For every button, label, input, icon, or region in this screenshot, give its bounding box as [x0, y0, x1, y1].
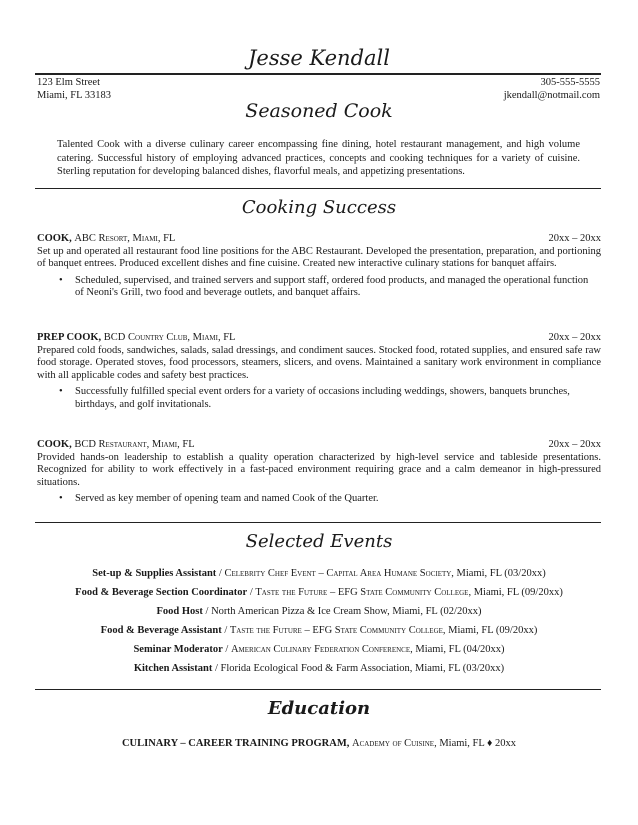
job-dates: 20xx – 20xx [548, 439, 601, 450]
event-item: Seminar Moderator / American Culinary Federation Conference, Miami, FL (04/20xx) [133, 644, 505, 655]
phone-number: 305-555-5555 [540, 77, 600, 88]
job-bullet [37, 275, 601, 300]
event-detail: , Miami, FL (04/20xx) [410, 644, 505, 655]
job-entry [37, 439, 601, 506]
event-detail: Florida Ecological Food & Farm Association, Miami, FL (03/20xx) [220, 663, 505, 674]
section-title-experience: Cooking Success [241, 197, 397, 218]
event-role: Set-up & Supplies Assistant [92, 568, 217, 579]
education-detail: , Miami, FL ♦ 20xx [434, 738, 517, 749]
education-program: CULINARY – CAREER TRAINING PROGRAM, [121, 738, 350, 749]
job-header [37, 233, 601, 246]
events-list [0, 568, 638, 682]
bullet-icon: • [59, 386, 63, 397]
bullet-icon: • [59, 493, 63, 504]
event-name: American Culinary Federation Conference [230, 644, 411, 655]
event-detail: North American Pizza & Ice Cream Show, Miami, FL (02/20xx) [211, 606, 482, 617]
bullet-text: Served as key member of opening team and named Cook of the Quarter. [75, 493, 379, 504]
event-role: Food & Beverage Section Coordinator [75, 587, 248, 598]
job-entry [37, 233, 601, 300]
event-role: Food & Beverage Assistant [100, 625, 222, 636]
headline: Seasoned Cook [245, 100, 393, 122]
section-divider [35, 188, 601, 189]
event-name: Taste the Future – EFG State Community College [229, 625, 443, 636]
event-detail: , Miami, FL (09/20xx) [442, 625, 538, 636]
job-header [37, 332, 601, 345]
email-address: jkendall@notmail.com [503, 90, 600, 101]
job-description: Provided hands-on leadership to establish a quality operation characterized by high-level service and tableside presentations. Recognized for ability to work effectively in a fast-paced environment requiring grace and a calm demeanor in high-pressured situations. [37, 451, 601, 488]
event-item: Food Host / North American Pizza & Ice Cream Show, Miami, FL (02/20xx) [156, 606, 482, 617]
address-street: 123 Elm Street [37, 77, 100, 88]
job-description: Prepared cold foods, sandwiches, salads, salad dressings, and condiment sauces. Stocked food, rotated supplies, and ensured safe raw food storage. Operated stoves, food processors, steamers, slicers, and ovens. Maintained a sanitary work environment in compliance with all applicable codes and safety best practices. [37, 344, 601, 381]
job-description: Set up and operated all restaurant food line positions for the ABC Restaurant. Developed the presentation, preparation, and portioning of banquet entrees. Produced excellent dishes and fine cuisine. Created new interactive culinary stations for banquet affairs. [37, 245, 601, 269]
job-employer: BCD Country Club, Miami, FL [103, 332, 236, 343]
job-title: COOK, [37, 439, 72, 450]
education-school: Academy of Cuisine [352, 738, 435, 749]
job-dates: 20xx – 20xx [548, 233, 601, 244]
section-title-education: Education [267, 698, 371, 719]
job-dates: 20xx – 20xx [548, 332, 601, 343]
address-city: Miami, FL 33183 [37, 90, 111, 101]
job-employer: BCD Restaurant, Miami, FL [74, 439, 195, 450]
bullet-icon: • [59, 274, 63, 286]
section-divider [35, 689, 601, 690]
address-block [37, 76, 111, 102]
bullet-text: Successfully fulfilled special event orders for a variety of occasions including weddings, showers, banquets brunches, birthdays, and golf invitationals. [75, 386, 570, 410]
job-employer: ABC Resort, Miami, FL [74, 233, 176, 244]
candidate-name: Jesse Kendall [248, 46, 390, 70]
event-name: Taste the Future – EFG State Community College [255, 587, 469, 598]
section-title-events: Selected Events [245, 531, 393, 552]
event-role: Kitchen Assistant [133, 663, 213, 674]
job-bullet [37, 386, 601, 411]
event-detail: , Miami, FL (03/20xx) [451, 568, 546, 579]
event-item: Food & Beverage Assistant / Taste the Future – EFG State Community College, Miami, FL (09/20xx) [100, 625, 538, 636]
event-item: Set-up & Supplies Assistant / Celebrity Chef Event – Capital Area Humane Society, Miami, FL (03/20xx) [92, 568, 546, 579]
job-header [37, 439, 601, 452]
event-item: Kitchen Assistant / Florida Ecological Food & Farm Association, Miami, FL (03/20xx) [133, 663, 505, 674]
event-role: Food Host [156, 606, 203, 617]
job-title: COOK, [37, 233, 72, 244]
event-role: Seminar Moderator [133, 644, 223, 655]
job-title: PREP COOK, [37, 332, 102, 343]
contact-block [504, 76, 600, 102]
header-divider [35, 73, 601, 75]
education-entry [0, 738, 638, 749]
event-name: Celebrity Chef Event – Capital Area Humane Society [224, 568, 452, 579]
section-divider [35, 522, 601, 523]
job-entry [37, 332, 601, 411]
bullet-text: Scheduled, supervised, and trained servers and support staff, ordered food products, and managed the operational function of Neoni's Grill, two food and beverage outlets, and banquet affairs. [75, 274, 589, 298]
event-item: Food & Beverage Section Coordinator / Taste the Future – EFG State Community College, Miami, FL (09/20xx) [75, 587, 563, 598]
professional-summary: Talented Cook with a diverse culinary career encompassing fine dining, hotel restaurant management, and high volume catering. Successful history of employing advanced practices, concepts and cooking techniques for a variety of cuisine. Sterling reputation for developing balanced dishes, flavorful meals, and appetizing presentations. [57, 139, 580, 177]
event-detail: , Miami, FL (09/20xx) [468, 587, 563, 598]
job-bullet [37, 493, 601, 506]
